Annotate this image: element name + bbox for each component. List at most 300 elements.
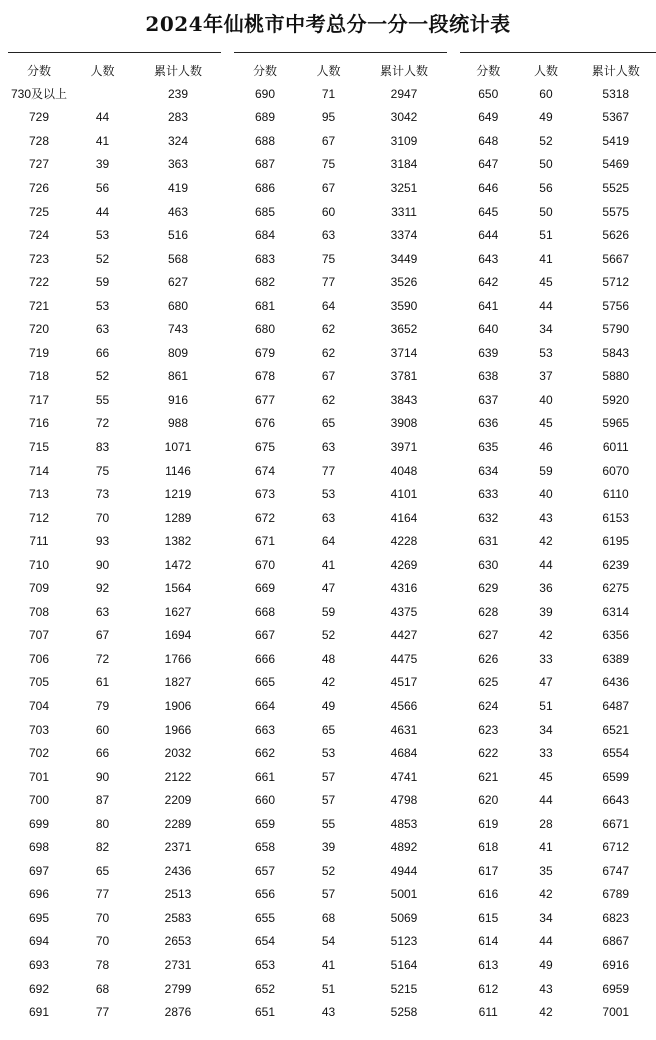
header-cumulative: 累计人数 xyxy=(591,63,640,78)
count-cell: 75 xyxy=(321,251,336,266)
table-row xyxy=(460,506,656,530)
score-cell: 638 xyxy=(478,369,499,384)
count-cell: 33 xyxy=(539,746,553,761)
score-cell: 695 xyxy=(28,910,50,925)
score-cell: 706 xyxy=(28,651,50,666)
table-row xyxy=(8,176,221,200)
cumulative-cell: 3526 xyxy=(390,275,418,290)
score-cell: 673 xyxy=(254,487,276,502)
cumulative-cell: 5965 xyxy=(602,416,630,431)
count-cell: 78 xyxy=(95,958,110,972)
table-row xyxy=(8,906,221,930)
cumulative-cell: 2436 xyxy=(164,863,192,878)
score-table xyxy=(8,58,221,1024)
cumulative-cell: 4798 xyxy=(390,793,418,808)
cumulative-cell: 3449 xyxy=(390,251,418,266)
score-cell: 662 xyxy=(254,746,276,761)
table-row xyxy=(234,82,447,106)
cumulative-cell: 6275 xyxy=(602,581,630,596)
table-row xyxy=(8,482,221,506)
cumulative-cell: 3251 xyxy=(390,180,418,195)
score-cell: 693 xyxy=(28,958,50,972)
table-row xyxy=(8,977,221,1001)
table-row xyxy=(460,765,656,789)
score-cell: 716 xyxy=(28,416,50,431)
table-row xyxy=(234,953,447,977)
count-cell: 45 xyxy=(539,275,553,290)
table-row xyxy=(234,506,447,530)
score-cell: 616 xyxy=(478,887,499,902)
score-cell: 680 xyxy=(254,322,276,337)
score-cell: 719 xyxy=(28,345,50,360)
score-cell: 630 xyxy=(478,557,499,572)
cumulative-cell: 1966 xyxy=(164,722,192,737)
cumulative-cell: 5626 xyxy=(602,228,630,243)
table-row xyxy=(8,106,221,130)
score-cell: 681 xyxy=(254,298,276,313)
score-cell: 713 xyxy=(28,487,50,502)
count-cell: 77 xyxy=(95,887,110,902)
count-cell: 90 xyxy=(95,557,110,572)
count-cell: 35 xyxy=(539,863,553,878)
table-row xyxy=(8,553,221,577)
score-cell: 652 xyxy=(254,981,276,996)
count-cell: 41 xyxy=(539,840,553,855)
count-cell: 95 xyxy=(321,110,336,125)
score-cell: 696 xyxy=(28,887,50,902)
cumulative-cell: 916 xyxy=(167,392,189,407)
table-row xyxy=(460,576,656,600)
cumulative-cell: 4427 xyxy=(390,628,418,643)
table-row xyxy=(234,647,447,671)
score-cell: 654 xyxy=(254,934,276,949)
cumulative-cell: 419 xyxy=(167,180,189,195)
count-cell: 54 xyxy=(321,934,336,949)
score-cell: 717 xyxy=(28,392,50,407)
cumulative-cell: 5575 xyxy=(602,204,630,219)
count-cell: 42 xyxy=(321,675,336,690)
score-cell: 646 xyxy=(478,180,499,195)
count-cell: 48 xyxy=(321,651,336,666)
count-cell: 65 xyxy=(95,863,110,878)
count-cell: 56 xyxy=(539,180,553,195)
header-score: 分数 xyxy=(476,63,501,78)
table-row xyxy=(460,741,656,765)
cumulative-cell: 3714 xyxy=(390,345,418,360)
count-cell: 70 xyxy=(95,934,110,949)
table-row xyxy=(460,930,656,954)
score-cell: 634 xyxy=(478,463,499,478)
table-row xyxy=(234,624,447,648)
cumulative-cell: 4375 xyxy=(390,604,418,619)
table-row xyxy=(234,153,447,177)
count-cell: 57 xyxy=(321,769,336,784)
cumulative-cell: 363 xyxy=(167,157,189,172)
cumulative-cell: 6554 xyxy=(602,746,630,761)
count-cell: 64 xyxy=(321,534,336,549)
cumulative-cell: 6521 xyxy=(602,722,630,737)
table-row xyxy=(234,223,447,247)
cumulative-cell: 1219 xyxy=(164,487,192,502)
score-table-panel-3 xyxy=(460,52,656,1024)
count-cell: 52 xyxy=(95,369,110,384)
count-cell: 49 xyxy=(539,110,553,125)
cumulative-cell: 1289 xyxy=(164,510,192,525)
header-score: 分数 xyxy=(26,63,51,78)
score-cell: 664 xyxy=(254,698,276,713)
count-cell: 37 xyxy=(539,369,553,384)
cumulative-cell: 6867 xyxy=(602,934,630,949)
cumulative-cell: 6916 xyxy=(602,958,630,972)
score-cell: 619 xyxy=(478,816,499,831)
score-cell: 720 xyxy=(28,322,50,337)
cumulative-cell: 3971 xyxy=(390,439,418,454)
cumulative-cell: 4228 xyxy=(390,534,418,549)
table-row xyxy=(460,200,656,224)
cumulative-cell: 743 xyxy=(167,322,189,337)
count-cell: 41 xyxy=(321,958,336,972)
cumulative-cell: 5667 xyxy=(602,251,630,266)
table-row xyxy=(8,647,221,671)
cumulative-cell: 5712 xyxy=(602,275,630,290)
score-cell: 714 xyxy=(28,463,50,478)
score-cell: 718 xyxy=(28,369,50,384)
cumulative-cell: 6789 xyxy=(602,887,630,902)
count-cell: 51 xyxy=(539,698,553,713)
score-cell: 697 xyxy=(28,863,50,878)
score-cell: 621 xyxy=(478,769,499,784)
count-cell: 66 xyxy=(95,345,110,360)
table-row xyxy=(460,718,656,742)
score-cell: 694 xyxy=(28,934,50,949)
cumulative-cell: 6070 xyxy=(602,463,630,478)
table-row xyxy=(234,977,447,1001)
cumulative-cell: 6599 xyxy=(602,769,630,784)
header-count: 人数 xyxy=(533,63,558,78)
score-cell: 711 xyxy=(29,534,49,549)
count-cell: 50 xyxy=(539,204,553,219)
table-row xyxy=(234,718,447,742)
count-cell: 44 xyxy=(539,934,553,949)
score-cell: 704 xyxy=(28,698,50,713)
table-row xyxy=(8,529,221,553)
score-cell: 699 xyxy=(28,816,50,831)
cumulative-cell: 463 xyxy=(167,204,189,219)
table-row xyxy=(8,1000,221,1024)
cumulative-cell: 3311 xyxy=(391,204,417,219)
count-cell: 93 xyxy=(95,534,110,549)
table-row xyxy=(8,412,221,436)
table-row xyxy=(460,317,656,341)
header-score: 分数 xyxy=(252,63,277,78)
count-cell: 60 xyxy=(539,86,553,101)
cumulative-cell: 4892 xyxy=(390,840,418,855)
score-cell: 691 xyxy=(28,1005,50,1020)
count-cell: 55 xyxy=(321,816,336,831)
table-row xyxy=(460,600,656,624)
count-cell: 63 xyxy=(321,228,336,243)
table-row xyxy=(460,223,656,247)
count-cell: 67 xyxy=(321,180,336,195)
table-row xyxy=(8,836,221,860)
table-row xyxy=(8,788,221,812)
table-row xyxy=(8,82,221,106)
score-table xyxy=(460,58,656,1024)
count-cell: 73 xyxy=(95,487,110,502)
score-cell: 729 xyxy=(28,110,50,125)
table-row xyxy=(8,200,221,224)
cumulative-cell: 2731 xyxy=(164,958,192,972)
score-cell: 637 xyxy=(478,392,499,407)
table-row xyxy=(8,718,221,742)
score-cell: 665 xyxy=(254,675,276,690)
count-cell: 72 xyxy=(95,416,110,431)
count-cell: 47 xyxy=(539,675,553,690)
count-cell: 41 xyxy=(95,133,110,148)
table-row xyxy=(234,482,447,506)
table-row xyxy=(8,812,221,836)
count-cell: 67 xyxy=(95,628,110,643)
cumulative-cell: 627 xyxy=(167,275,189,290)
count-cell: 63 xyxy=(321,510,336,525)
table-row xyxy=(8,671,221,695)
table-row xyxy=(234,812,447,836)
cumulative-cell: 5215 xyxy=(390,981,418,996)
count-cell: 49 xyxy=(321,698,336,713)
score-cell: 689 xyxy=(254,110,276,125)
count-cell: 68 xyxy=(95,981,110,996)
table-row xyxy=(234,459,447,483)
cumulative-cell: 680 xyxy=(167,298,189,313)
header-row xyxy=(234,58,447,82)
score-cell: 644 xyxy=(478,228,499,243)
score-cell: 628 xyxy=(478,604,499,619)
table-row xyxy=(234,129,447,153)
count-cell: 65 xyxy=(321,416,336,431)
table-row xyxy=(8,153,221,177)
count-cell: 52 xyxy=(95,251,110,266)
table-row xyxy=(460,883,656,907)
cumulative-cell: 2653 xyxy=(164,934,192,949)
score-cell: 660 xyxy=(254,793,276,808)
count-cell: 62 xyxy=(321,345,336,360)
table-row xyxy=(234,388,447,412)
table-row xyxy=(234,529,447,553)
score-cell: 724 xyxy=(28,228,50,243)
count-cell: 42 xyxy=(539,534,553,549)
score-cell: 684 xyxy=(254,228,276,243)
count-cell: 62 xyxy=(321,392,336,407)
score-cell: 626 xyxy=(478,651,499,666)
table-row xyxy=(460,388,656,412)
cumulative-cell: 5920 xyxy=(602,392,630,407)
table-row xyxy=(8,953,221,977)
table-row xyxy=(460,341,656,365)
table-row xyxy=(460,482,656,506)
cumulative-cell: 5843 xyxy=(602,345,630,360)
score-cell: 683 xyxy=(254,251,276,266)
cumulative-cell: 6356 xyxy=(602,628,630,643)
count-cell: 39 xyxy=(539,604,553,619)
table-row xyxy=(234,365,447,389)
count-cell: 33 xyxy=(539,651,553,666)
count-cell: 66 xyxy=(95,746,110,761)
score-cell: 642 xyxy=(478,275,499,290)
table-row xyxy=(460,176,656,200)
table-row xyxy=(234,412,447,436)
count-cell: 55 xyxy=(95,392,110,407)
table-row xyxy=(460,812,656,836)
cumulative-cell: 5318 xyxy=(602,86,630,101)
top-rule xyxy=(460,52,656,53)
count-cell: 70 xyxy=(95,510,110,525)
cumulative-cell: 5069 xyxy=(390,910,418,925)
cumulative-cell: 5756 xyxy=(602,298,630,313)
score-cell: 667 xyxy=(254,628,276,643)
score-cell: 679 xyxy=(254,345,276,360)
score-table-panel-2 xyxy=(234,52,447,1024)
table-row xyxy=(8,223,221,247)
score-cell: 669 xyxy=(254,581,276,596)
cumulative-cell: 2799 xyxy=(164,981,192,996)
cumulative-cell: 4316 xyxy=(390,581,418,596)
score-cell: 703 xyxy=(28,722,50,737)
cumulative-cell: 3109 xyxy=(390,133,418,148)
table-row xyxy=(8,270,221,294)
score-cell: 625 xyxy=(478,675,499,690)
table-row xyxy=(8,576,221,600)
score-cell: 622 xyxy=(478,746,499,761)
score-cell: 728 xyxy=(28,133,50,148)
count-cell: 92 xyxy=(95,581,110,596)
cumulative-cell: 5880 xyxy=(602,369,630,384)
score-cell: 615 xyxy=(478,910,499,925)
cumulative-cell: 6011 xyxy=(602,439,629,454)
score-cell: 613 xyxy=(478,958,499,972)
score-cell: 705 xyxy=(28,675,50,690)
table-row xyxy=(8,435,221,459)
score-cell: 666 xyxy=(254,651,276,666)
table-row xyxy=(234,930,447,954)
table-row xyxy=(8,883,221,907)
cumulative-cell: 1827 xyxy=(164,675,192,690)
table-row xyxy=(234,176,447,200)
count-cell: 41 xyxy=(321,557,336,572)
cumulative-cell: 4475 xyxy=(390,651,418,666)
score-cell: 647 xyxy=(478,157,499,172)
count-cell: 70 xyxy=(95,910,110,925)
count-cell: 34 xyxy=(539,910,553,925)
table-row xyxy=(460,435,656,459)
table-row xyxy=(234,741,447,765)
score-cell: 617 xyxy=(478,863,499,878)
score-cell: 676 xyxy=(254,416,276,431)
score-cell: 649 xyxy=(478,110,499,125)
cumulative-cell: 3781 xyxy=(390,369,418,384)
table-row xyxy=(234,694,447,718)
cumulative-cell: 6239 xyxy=(602,557,630,572)
score-cell: 701 xyxy=(28,769,50,784)
table-row xyxy=(460,529,656,553)
count-cell: 64 xyxy=(321,298,336,313)
score-cell: 671 xyxy=(254,534,276,549)
count-cell: 41 xyxy=(539,251,553,266)
table-row xyxy=(460,553,656,577)
score-cell: 722 xyxy=(28,275,50,290)
count-cell: 53 xyxy=(95,298,110,313)
cumulative-cell: 1906 xyxy=(164,698,192,713)
cumulative-cell: 6153 xyxy=(602,510,630,525)
count-cell: 77 xyxy=(321,275,336,290)
table-row xyxy=(234,671,447,695)
count-cell: 43 xyxy=(539,510,553,525)
cumulative-cell: 809 xyxy=(167,345,189,360)
count-cell: 67 xyxy=(321,133,336,148)
count-cell: 75 xyxy=(321,157,336,172)
cumulative-cell: 5123 xyxy=(390,934,418,949)
cumulative-cell: 4566 xyxy=(390,698,418,713)
cumulative-cell: 861 xyxy=(167,369,189,384)
cumulative-cell: 5790 xyxy=(602,322,630,337)
score-cell: 623 xyxy=(478,722,499,737)
table-row xyxy=(8,317,221,341)
table-row xyxy=(234,576,447,600)
score-cell: 643 xyxy=(478,251,499,266)
cumulative-cell: 516 xyxy=(167,228,189,243)
table-row xyxy=(460,859,656,883)
table-row xyxy=(8,859,221,883)
table-row xyxy=(460,671,656,695)
table-row xyxy=(460,624,656,648)
count-cell: 65 xyxy=(321,722,336,737)
table-row xyxy=(8,247,221,271)
table-row xyxy=(234,788,447,812)
score-cell: 688 xyxy=(254,133,276,148)
count-cell: 83 xyxy=(95,439,110,454)
score-cell: 725 xyxy=(28,204,50,219)
score-table-panel-1 xyxy=(8,52,221,1024)
count-cell: 56 xyxy=(95,180,110,195)
cumulative-cell: 1627 xyxy=(164,604,192,619)
cumulative-cell: 6195 xyxy=(602,534,630,549)
count-cell: 28 xyxy=(539,816,553,831)
cumulative-cell: 2371 xyxy=(164,840,192,855)
cumulative-cell: 3590 xyxy=(390,298,418,313)
count-cell: 77 xyxy=(321,463,336,478)
table-row xyxy=(460,412,656,436)
count-cell: 42 xyxy=(539,887,553,902)
cumulative-cell: 6959 xyxy=(602,981,630,996)
cumulative-cell: 6712 xyxy=(602,840,630,855)
score-cell: 707 xyxy=(28,628,50,643)
count-cell: 53 xyxy=(539,345,553,360)
cumulative-cell: 5525 xyxy=(602,180,630,195)
score-cell: 682 xyxy=(254,275,276,290)
cumulative-cell: 7001 xyxy=(602,1005,630,1020)
table-row xyxy=(234,106,447,130)
score-cell: 663 xyxy=(254,722,276,737)
count-cell: 42 xyxy=(539,628,553,643)
count-cell: 40 xyxy=(539,487,553,502)
table-row xyxy=(234,247,447,271)
count-cell: 43 xyxy=(321,1005,336,1020)
cumulative-cell: 4631 xyxy=(390,722,418,737)
score-cell: 633 xyxy=(478,487,499,502)
table-row xyxy=(460,1000,656,1024)
count-cell: 59 xyxy=(321,604,336,619)
count-cell: 53 xyxy=(95,228,110,243)
cumulative-cell: 6436 xyxy=(602,675,630,690)
